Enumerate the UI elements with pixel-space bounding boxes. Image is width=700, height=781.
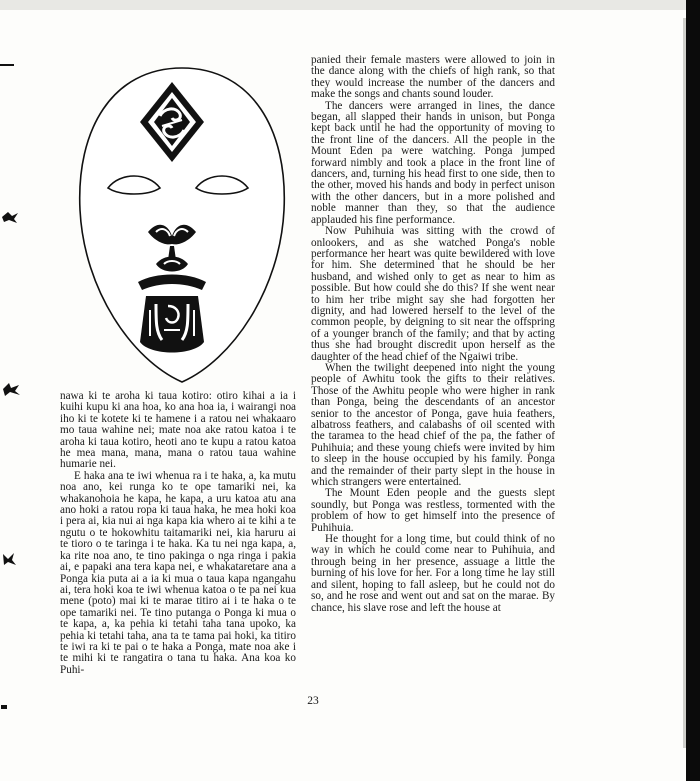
paragraph: The dancers were arranged in lines, the dance began, all slapped their hands in unison, but Ponga kept back until he had the opportunity of moving to the front line of the dancers. All the people in the Mount Eden pa were watching. Ponga jumped forward nimbly and took a place in the front line of dancers, and, turning his head first to one side, then to the other, moved his hands and body in perfect unison with the other dancers, but in a more polished and noble manner than they, so that the audience applauded his fine performance.: [311, 99, 555, 226]
paragraph: Now Puhihuia was sitting with the crowd of onlookers, and as she watched Ponga's noble performance her heart was quite bewildered with love for him. She determined that he should be her husband, and wished only to get as near to him as possible. But how could she do this? If she went near to him her tribe might say she had forgotten her dignity, and had lowered herself to the level of the common people, by deigning to sit near the offspring of a younger branch of the family; and that by acting thus she had brought discredit upon herself as the daughter of the head chief of the Ngaiwi tribe.: [311, 225, 555, 363]
carved-mask-icon: [72, 60, 292, 390]
margin-mark-icon: [0, 700, 10, 716]
paragraph: When the twilight deepened into night the young people of Awhitu took the gifts to their relatives. Those of the Awhitu people who were higher in rank than Ponga, being the descendants of an ancestor senior to the ancestor of Ponga, gave huia feathers, albatross feathers, and calabashs of oil scented with the taramea to the head chief of the pa, the father of Puhihuia; and these young chiefs were invited by him to sleep in the house occupied by his family. Ponga and the remainder of their party slept in the house in which strangers were entertained.: [311, 361, 555, 489]
margin-mark-icon: [0, 58, 16, 74]
paragraph: nawa ki te aroha ki taua kotiro: otiro kihai a ia i kuihi kupu ki ana hoa, ko ana hoa ia, i wairangi noa iho ki te kotete ki te hamene i a ratou nei whakaaro mo taua wahine nei; mate noa ake ratou katoa i te aroha ki taua kotiro, heoti ano te kupu a ratou katoa he mea mana, mana, mana o ratou taua wahine humarie nei.: [60, 390, 296, 471]
paragraph: panied their female masters were allowed to join in the dance along with the chiefs of high rank, so that they would increase the number of the dancers and make the songs and chants sound louder.: [311, 54, 555, 101]
page-number: 23: [307, 695, 319, 707]
paragraph: The Mount Eden people and the guests slept soundly, but Ponga was restless, tormented with the problem of how to get himself into the presence of Puhihuia.: [311, 487, 555, 534]
maori-text-column: [60, 391, 296, 676]
english-text-column: [311, 55, 555, 614]
paragraph: E haka ana te iwi whenua ra i te haka, a, ka mutu noa ano, kei runga ko te ope tamariki nei, ka whakanohoia he kapa, he kapa, a uru katoa atu ana ano hoki a ratou ropa ki taua haka, he mea hoki koa i pera ai, kia nui ai nga kapa kia whero ai te kihi a te ngutu o te hokowhitu taitamariki nei, kia haruru ai te tioro o te taringa i te haka. Ka tu nei nga kapa, a, ka rite noa ano, te tino pakinga o nga ringa i pakia ai, e papaki ana tera kapa nei, e whakataretare ana a Ponga kia puta ai a ia ki mua o taua kapa ngangahu ai, tera hoki koa te iwi whenua katoa o te pa nei kua mene (poto) mai ki te marae titiro ai i te haka o te ope tamariki nei. Te tino putanga o Ponga ki mua o te kapa, a, ka pehia ki tetahi taha tana upoko, ka pehia ki tetahi taha, ana ta te tama pai hoki, ka titiro te iwi ra ki te pai o te haka a Ponga, mate noa ake i te mihi ki te rangatira o tana tu haka. Ana koa ko Puhi-: [60, 469, 296, 676]
margin-mark-icon: [0, 210, 20, 229]
scan-right-border: [686, 0, 700, 781]
margin-mark-icon: [0, 551, 18, 572]
scan-top-shadow: [0, 0, 700, 10]
margin-mark-icon: [0, 381, 22, 402]
paragraph: He thought for a long time, but could think of no way in which he could come near to Puhihuia, and through being in her presence, assuage a little the burning of his love for her. For a long time he lay still and silent, hoping to fall asleep, but he could not do so, and he rose and went out and sat on the marae. By chance, his slave rose and left the house at: [311, 533, 555, 614]
